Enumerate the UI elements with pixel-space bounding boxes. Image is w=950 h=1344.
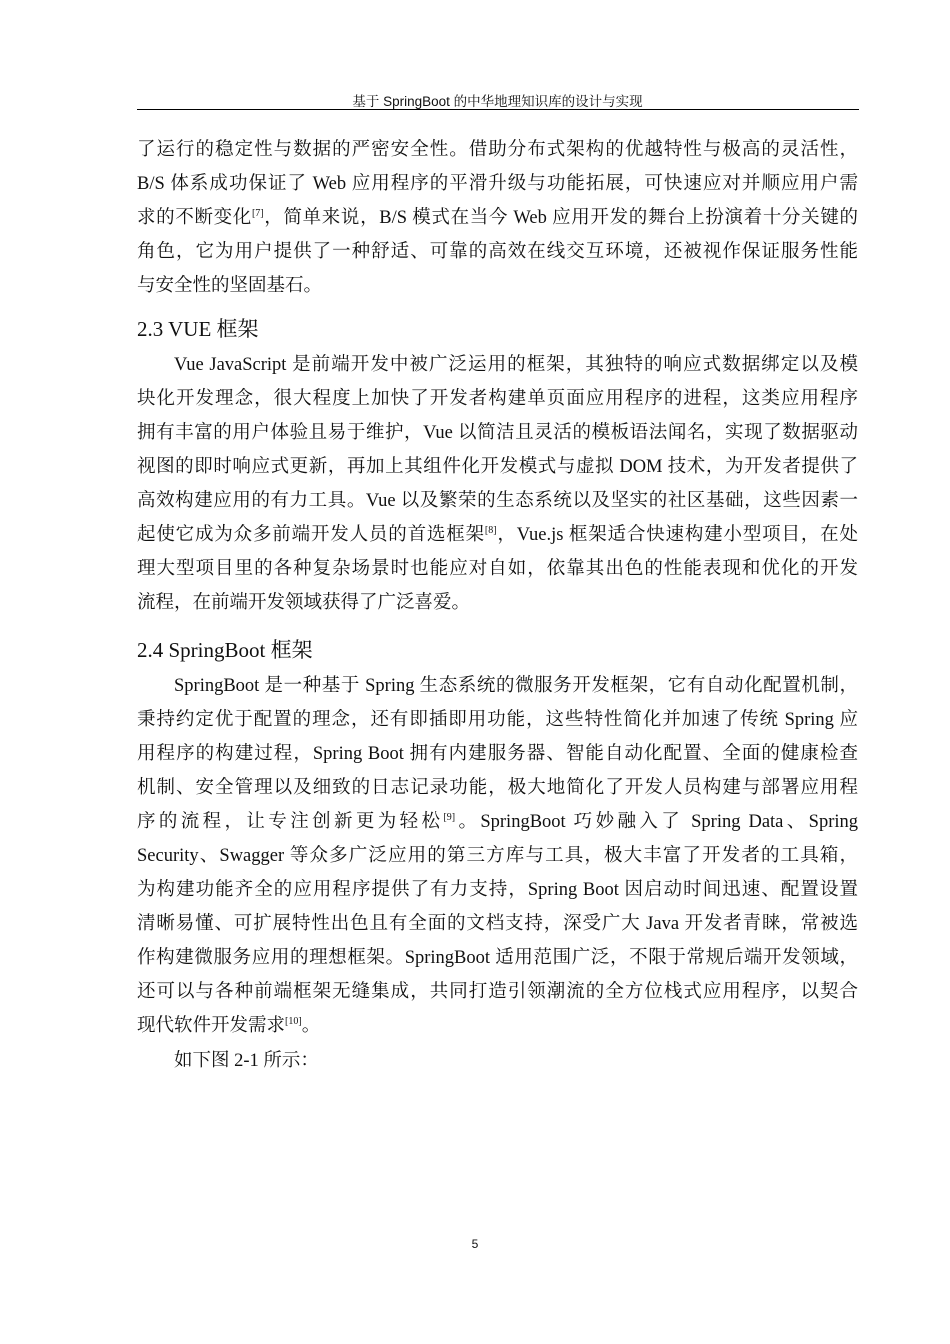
text-line: [137, 1009, 858, 1043]
text-segment: 角色，它为用户提供了一种舒适、可靠的高效在线交互环境，还被视作保证服务性能: [137, 242, 858, 262]
text-line: [137, 771, 858, 805]
text-segment: 起使它成为众多前端开发人员的首选框架: [137, 525, 485, 545]
text-line: [137, 552, 858, 586]
text-line: [137, 133, 858, 167]
text-segment: 为构建功能齐全的应用程序提供了有力支持，Spring Boot 因启动时间迅速、配置设置: [137, 880, 858, 900]
text-line: [137, 382, 858, 416]
text-segment: 2.3 VUE 框架: [137, 317, 259, 341]
text-line: [137, 518, 858, 552]
text-segment: 块化开发理念，很大程度上加快了开发者构建单页面应用程序的进程，这类应用程序: [137, 389, 858, 409]
text-line: [137, 312, 858, 346]
text-segment: 现代软件开发需求: [137, 1016, 286, 1036]
text-segment: 作构建微服务应用的理想框架。SpringBoot 适用范围广泛，不限于常规后端开发领域，: [137, 948, 858, 968]
text-line: [137, 737, 858, 771]
citation-superscript: [10]: [285, 1016, 302, 1027]
text-line: [137, 873, 858, 907]
text-segment: ，简单来说，B/S 模式在当今 Web 应用开发的舞台上扮演着十分关键的: [263, 208, 858, 228]
citation-superscript: [7]: [251, 208, 264, 219]
text-segment: Vue JavaScript 是前端开发中被广泛运用的框架，其独特的响应式数据绑定以及模: [174, 355, 858, 375]
header-divider: [137, 109, 859, 110]
text-segment: 序的流程，让专注创新更为轻松: [137, 812, 444, 832]
text-line: [137, 703, 858, 737]
text-segment: 秉持约定优于配置的理念，还有即插即用功能，这些特性简化并加速了传统 Spring 应: [137, 710, 858, 730]
text-segment: 如下图 2-1 所示：: [174, 1051, 319, 1071]
text-segment: 还可以与各种前端框架无缝集成，共同打造引领潮流的全方位栈式应用程序，以契合: [137, 982, 858, 1002]
text-segment: 2.4 SpringBoot 框架: [137, 638, 313, 662]
text-line: [137, 633, 858, 667]
page-number: 5: [471, 1237, 479, 1251]
text-line: [137, 839, 858, 873]
text-segment: 清晰易懂、可扩展特性出色且有全面的文档支持，深受广大 Java 开发者青睐，常被选: [137, 914, 858, 934]
text-line: [137, 805, 858, 839]
text-line: [137, 235, 858, 269]
text-line: [137, 669, 858, 703]
text-segment: 。: [301, 1016, 321, 1036]
section-heading: [137, 633, 858, 667]
text-segment: 。SpringBoot 巧妙融入了 Spring Data、Spring: [455, 812, 858, 832]
text-line: [137, 167, 858, 201]
paragraph: [137, 133, 858, 303]
text-segment: 求的不断变化: [137, 208, 252, 228]
section-heading: [137, 312, 858, 346]
text-line: [137, 269, 858, 303]
text-segment: 流程，在前端开发领域获得了广泛喜爱。: [137, 593, 471, 613]
text-segment: 机制、安全管理以及细致的日志记录功能，极大地简化了开发人员构建与部署应用程: [137, 778, 858, 798]
citation-superscript: [9]: [443, 812, 456, 823]
text-line: [137, 907, 858, 941]
text-line: [137, 450, 858, 484]
text-line: [137, 941, 858, 975]
paragraph: [137, 1044, 858, 1078]
text-segment: 拥有丰富的用户体验且易于维护，Vue 以简洁且灵活的模板语法闻名，实现了数据驱动: [137, 423, 858, 443]
text-line: [137, 416, 858, 450]
text-segment: 与安全性的坚固基石。: [137, 276, 323, 296]
text-segment: 用程序的构建过程，Spring Boot 拥有内建服务器、智能自动化配置、全面的健康检查: [137, 744, 858, 764]
text-segment: B/S 体系成功保证了 Web 应用程序的平滑升级与功能拓展，可快速应对并顺应用户需: [137, 174, 858, 194]
text-line: [137, 484, 858, 518]
paragraph: [137, 348, 858, 620]
citation-superscript: [8]: [484, 525, 497, 536]
text-line: [137, 586, 858, 620]
text-segment: 了运行的稳定性与数据的严密安全性。借助分布式架构的优越特性与极高的灵活性，: [137, 140, 858, 160]
text-segment: 理大型项目里的各种复杂场景时也能应对自如，依靠其出色的性能表现和优化的开发: [137, 559, 858, 579]
text-segment: 视图的即时响应式更新，再加上其组件化开发模式与虚拟 DOM 技术，为开发者提供了: [137, 457, 858, 477]
text-segment: Security、Swagger 等众多广泛应用的第三方库与工具，极大丰富了开发者的工具箱，: [137, 846, 858, 866]
text-line: [137, 348, 858, 382]
text-line: [137, 975, 858, 1009]
text-segment: SpringBoot 是一种基于 Spring 生态系统的微服务开发框架，它有自动化配置机制，: [174, 676, 858, 696]
running-header: 基于 SpringBoot 的中华地理知识库的设计与实现: [352, 94, 643, 109]
text-segment: 高效构建应用的有力工具。Vue 以及繁荣的生态系统以及坚实的社区基础，这些因素一: [137, 491, 858, 511]
paragraph: [137, 669, 858, 1043]
text-segment: ，Vue.js 框架适合快速构建小型项目，在处: [496, 525, 858, 545]
text-line: [137, 1044, 858, 1078]
text-line: [137, 201, 858, 235]
